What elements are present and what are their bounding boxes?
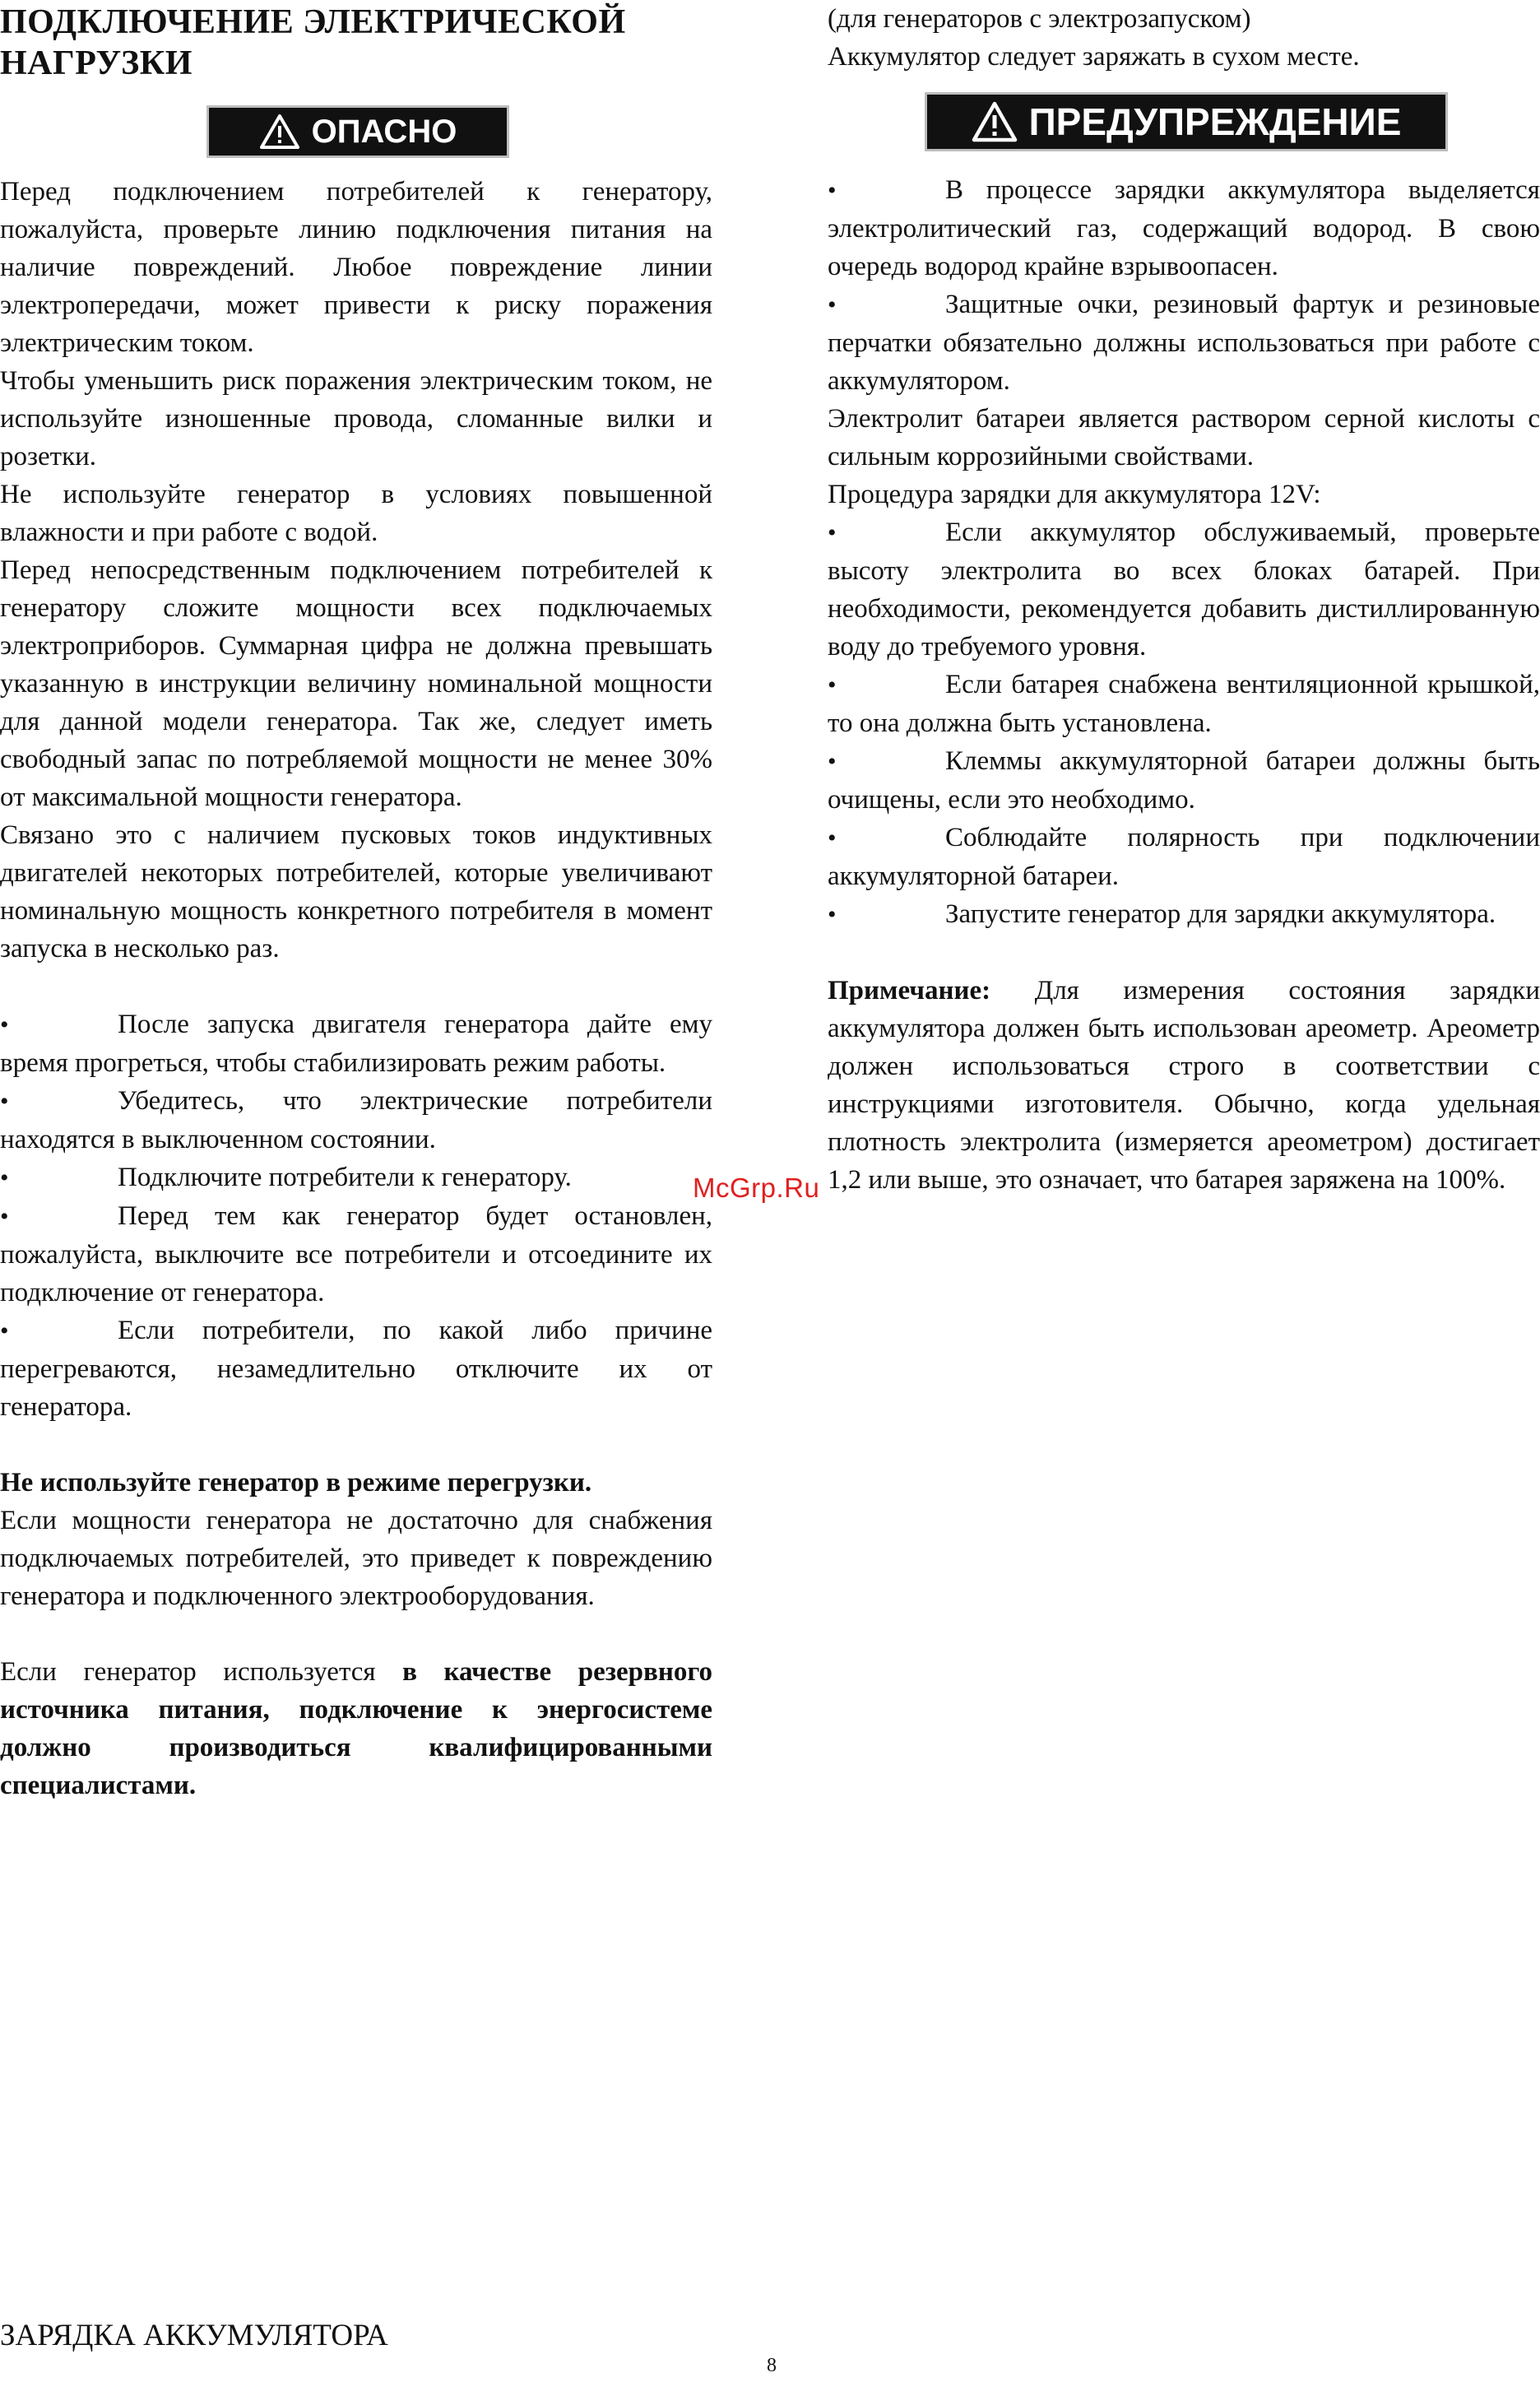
- danger-label-text: ОПАСНО: [311, 113, 457, 150]
- paragraph-humidity: Не используйте генератор в условиях повышенной влажности и при работе с водой.: [0, 480, 712, 547]
- overload-heading: Не используйте генератор в режиме перегрузки.: [0, 1468, 592, 1497]
- paragraph-procedure: Процедура зарядки для аккумулятора 12V:: [828, 480, 1321, 509]
- backup-power-paragraph: Если генератор используется в качестве резервного источника питания, подключение к энергосистеме должно производиться квалифицированными специалистами.: [0, 1657, 712, 1800]
- bullet-icon: •: [828, 291, 837, 318]
- bullet-icon: •: [0, 1088, 9, 1115]
- bullet-icon: •: [828, 519, 837, 546]
- paragraph-power-sum: Перед непосредственным подключением потребителей к генератору сложите мощности всех подключаемых электроприборов. Суммарная цифра не должна превышать указанную в инструкции величину номинальной мощности для данной модели генератора. Так же, следует иметь свободный запас по потребляемой мощности не менее 30% от максимальной мощности генератора.: [0, 555, 712, 812]
- warning-triangle-icon: [972, 101, 1018, 142]
- list-item: • После запуска двигателя генератора дайте ему время прогреться, чтобы стабилизировать режим работы.: [0, 1005, 712, 1082]
- note-label: Примечание:: [828, 976, 991, 1005]
- warning-label: [925, 92, 1448, 151]
- bullet-icon: •: [0, 1317, 9, 1344]
- watermark: McGrp.Ru: [693, 1172, 820, 1203]
- list-item: • В процессе зарядки аккумулятора выделяется электролитический газ, содержащий водород. В свою очередь водород крайне взрывоопасен.: [828, 171, 1540, 286]
- list-item: • Запустите генератор для зарядки аккумулятора.: [828, 895, 1540, 934]
- warning-label-text: ПРЕДУПРЕЖДЕНИЕ: [1028, 100, 1402, 143]
- page-number: 8: [767, 2355, 777, 2376]
- dry-place-note: Аккумулятор следует заряжать в сухом месте.: [828, 42, 1360, 72]
- list-item: • Если потребители, по какой либо причине перегреваются, незамедлительно отключите их от генератора.: [0, 1312, 712, 1426]
- list-item: • Клеммы аккумуляторной батареи должны быть очищены, если это необходимо.: [828, 742, 1540, 819]
- warning-triangle-icon: [259, 114, 300, 150]
- section-title-line2: НАГРУЗКИ: [0, 44, 192, 82]
- paragraph-electrolyte: Электролит батареи является раствором серной кислоты с сильным коррозийными свойствами.: [828, 404, 1540, 471]
- note-paragraph: Примечание: Для измерения состояния зарядки аккумулятора должен быть использован ареометр. Ареометр должен использоваться строго в соответствии с инструкциями изготовителя. Обычно, когда удельная плотность электролита (измеряется ареометром) достигает 1,2 или выше, это означает, что батарея заряжена на 100%.: [828, 976, 1540, 1195]
- danger-label: [206, 105, 509, 158]
- list-item: • Убедитесь, что электрические потребители находятся в выключенном состоянии.: [0, 1082, 712, 1158]
- bullet-icon: •: [828, 671, 837, 699]
- battery-charging-heading: ЗАРЯДКА АККУМУЛЯТОРА: [0, 2319, 388, 2352]
- overload-text: Если мощности генератора не достаточно для снабжения подключаемых потребителей, это приведет к повреждению генератора и подключенного электрооборудования.: [0, 1506, 712, 1611]
- section-title-line1: ПОДКЛЮЧЕНИЕ ЭЛЕКТРИЧЕСКОЙ: [0, 3, 626, 41]
- bullet-icon: •: [828, 901, 837, 928]
- bullet-icon: •: [0, 1011, 9, 1038]
- list-item: • Перед тем как генератор будет остановлен, пожалуйста, выключите все потребители и отсоедините их подключение от генератора.: [0, 1197, 712, 1312]
- paragraph-starting-currents: Связано это с наличием пусковых токов индуктивных двигателей некоторых потребителей, которые увеличивают номинальную мощность конкретного потребителя в момент запуска в несколько раз.: [0, 820, 712, 963]
- electric-start-note: (для генераторов с электрозапуском): [828, 4, 1251, 34]
- list-item: • Если аккумулятор обслуживаемый, проверьте высоту электролита во всех блоках батарей. При необходимости, рекомендуется добавить дистиллированную воду до требуемого уровня.: [828, 513, 1540, 666]
- bullet-icon: •: [828, 177, 837, 204]
- bullet-icon: •: [0, 1203, 9, 1230]
- paragraph-worn-wires: Чтобы уменьшить риск поражения электрическим током, не используйте изношенные провода, сломанные вилки и розетки.: [0, 366, 712, 471]
- list-item: • Защитные очки, резиновый фартук и резиновые перчатки обязательно должны использоваться при работе с аккумулятором.: [828, 286, 1540, 400]
- paragraph-line-check: Перед подключением потребителей к генератору, пожалуйста, проверьте линию подключения питания на наличие повреждений. Любое повреждение линии электропередачи, может привести к риску поражения электрическим током.: [0, 177, 712, 358]
- list-item: • Подключите потребители к генератору.: [0, 1158, 712, 1197]
- bullet-icon: •: [828, 824, 837, 852]
- list-item: • Если батарея снабжена вентиляционной крышкой, то она должна быть установлена.: [828, 666, 1540, 742]
- list-item: • Соблюдайте полярность при подключении аккумуляторной батареи.: [828, 819, 1540, 895]
- bullet-icon: •: [0, 1164, 9, 1191]
- bullet-icon: •: [828, 748, 837, 775]
